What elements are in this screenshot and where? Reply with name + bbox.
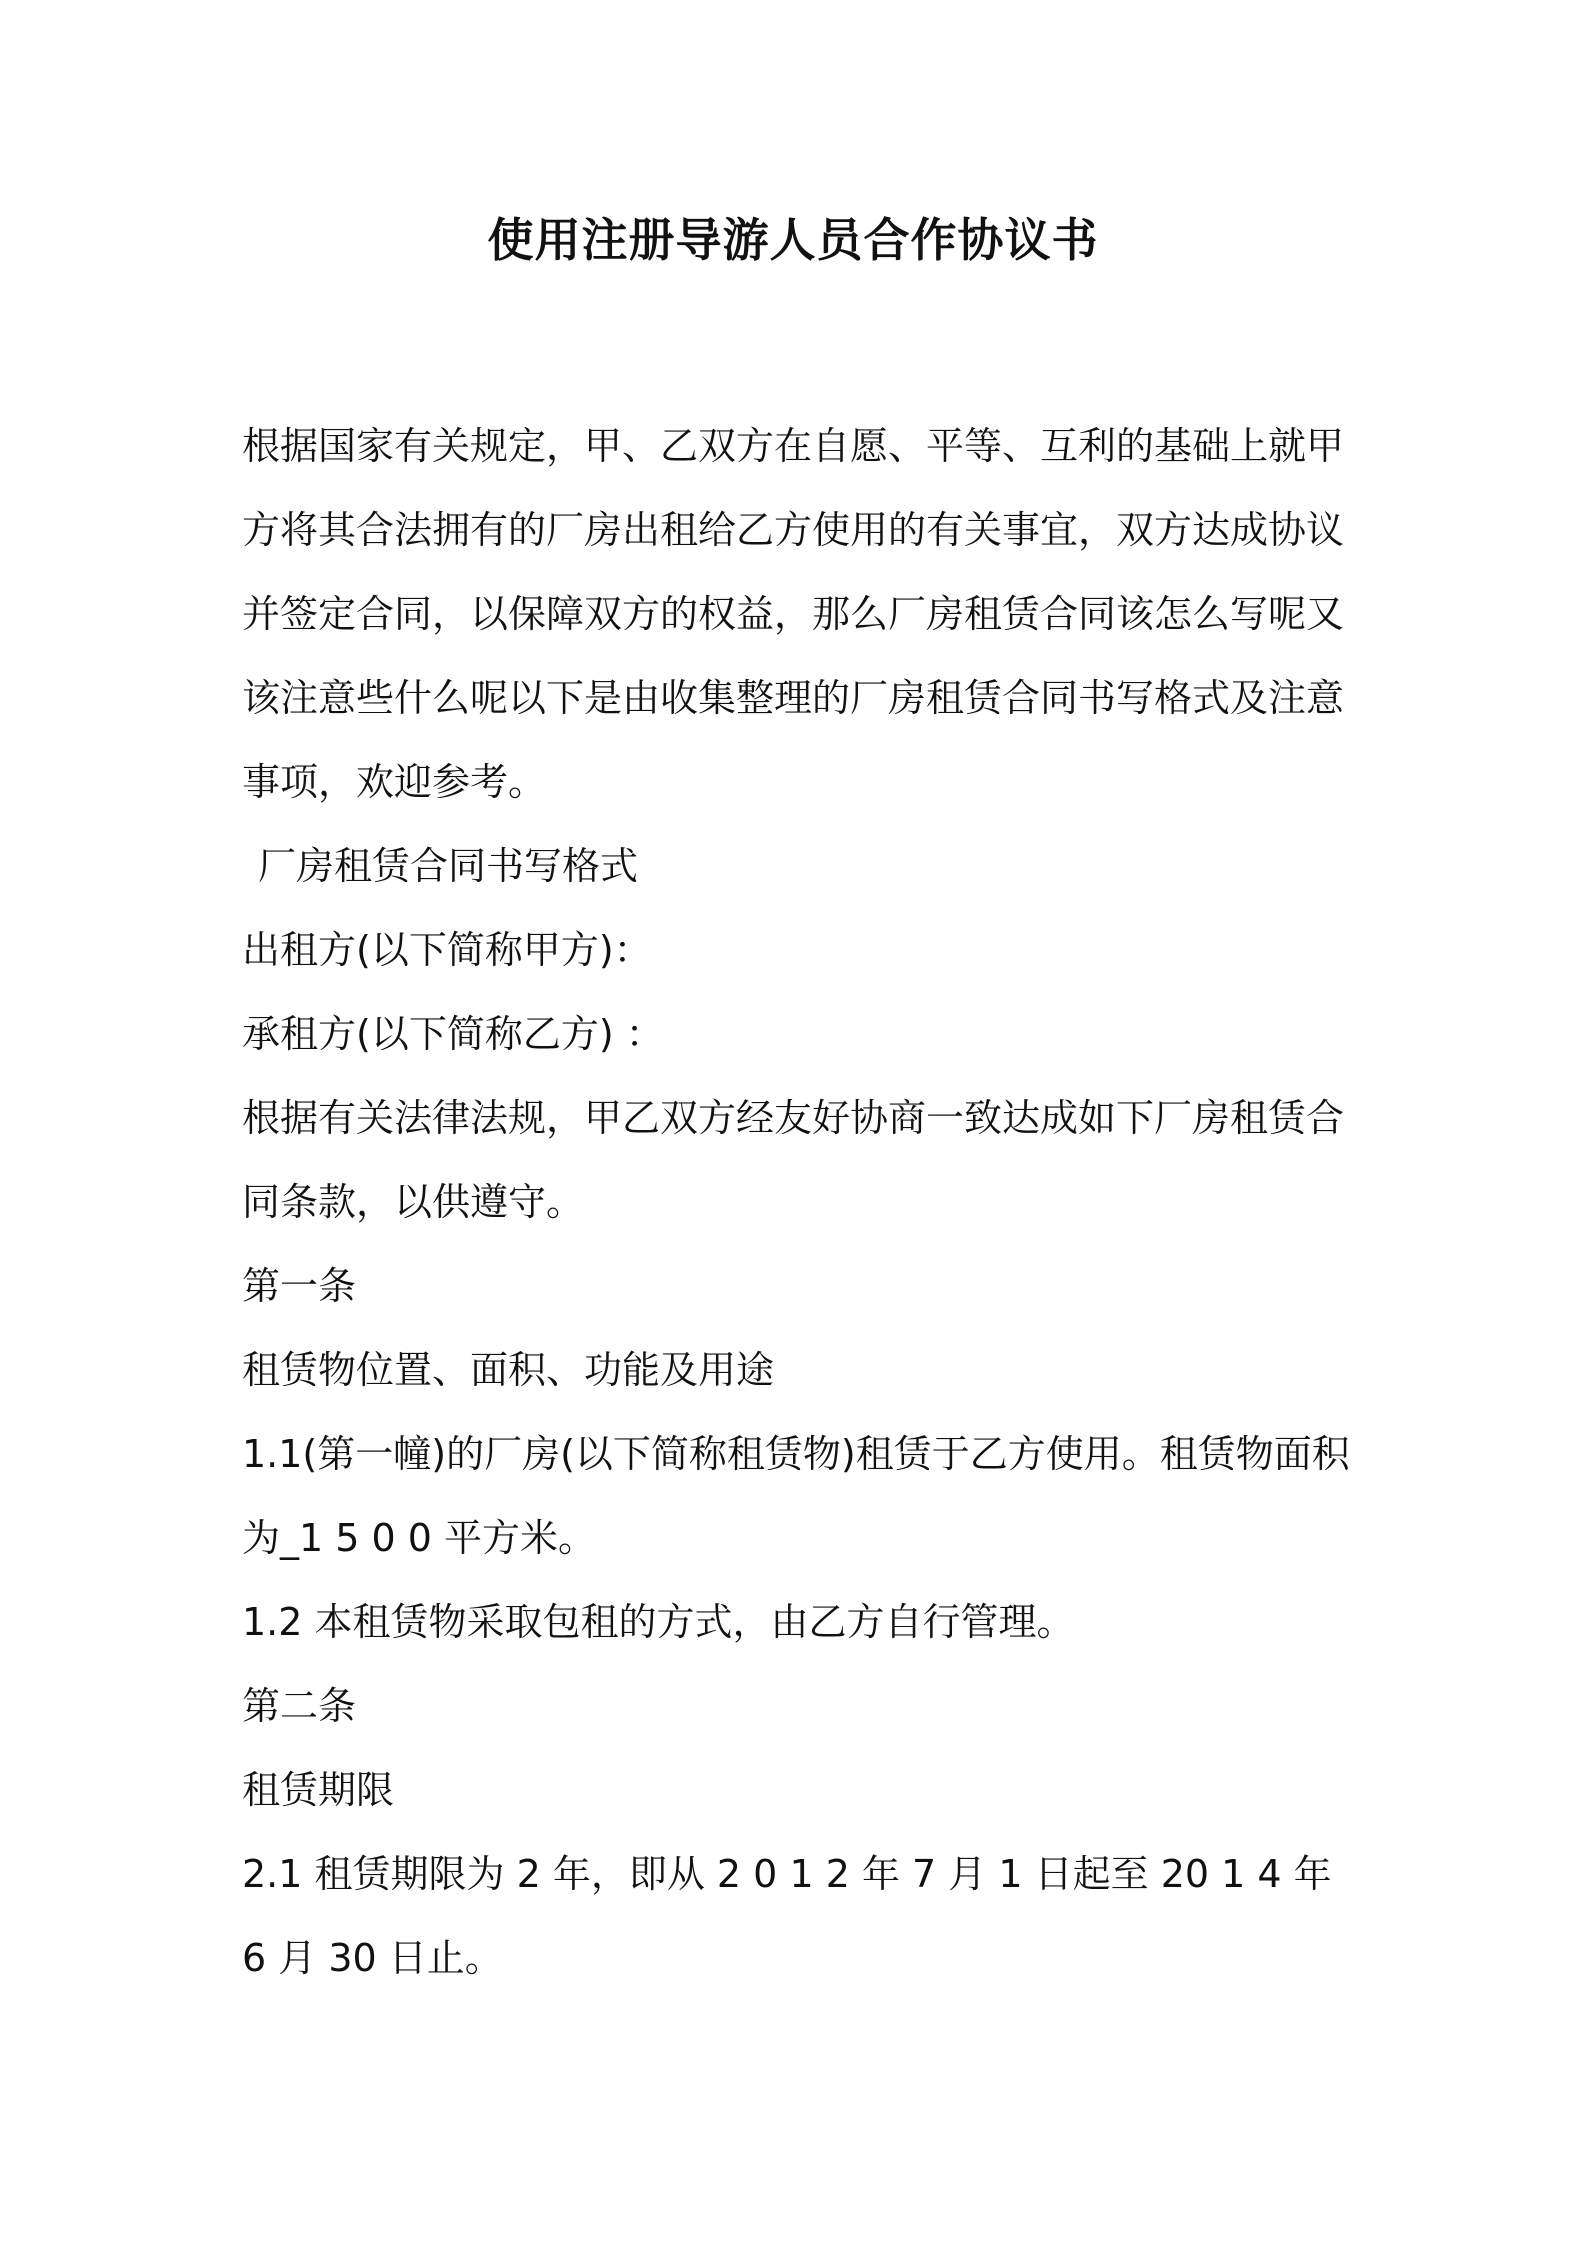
article-1-heading: 第一条: [242, 1264, 357, 1308]
document-title: 使用注册导游人员合作协议书: [487, 213, 1099, 267]
section-heading: 厂房租赁合同书写格式: [258, 844, 639, 888]
agreement-paragraph: 根据有关法律法规，甲乙双方经友好协商一致达成如下厂房租赁合同条款，以供遵守。: [242, 1096, 1345, 1224]
lessor-line: 出租方(以下简称甲方)：: [242, 928, 652, 972]
intro-paragraph: 根据国家有关规定，甲、乙双方在自愿、平等、互利的基础上就甲方将其合法拥有的厂房出租给乙方使用的有关事宜，双方达成协议并签定合同，以保障双方的权益，那么厂房租赁合同该怎么写呢又该注意些什么呢以下是由收集整理的厂房租赁合同书写格式及注意事项，欢迎参考。: [242, 424, 1345, 804]
article-2-title: 租赁期限: [242, 1768, 395, 1812]
document-body: [242, 404, 1362, 2000]
clause-1-1: 1.1(第一幢)的厂房(以下简称租赁物)租赁于乙方使用。租赁物面积为_1 5 0 0 平方米。: [242, 1432, 1350, 1560]
clause-2-1: 2.1 租赁期限为 2 年，即从 2 0 1 2 年 7 月 1 日起至 20 1 4 年 6 月 30 日止。: [242, 1852, 1332, 1980]
clause-1-2: 1.2 本租赁物采取包租的方式，由乙方自行管理。: [242, 1600, 1075, 1644]
article-2-heading: 第二条: [242, 1684, 357, 1728]
lessee-line: 承租方(以下简称乙方) ：: [242, 1012, 664, 1056]
article-1-title: 租赁物位置、面积、功能及用途: [242, 1348, 775, 1392]
